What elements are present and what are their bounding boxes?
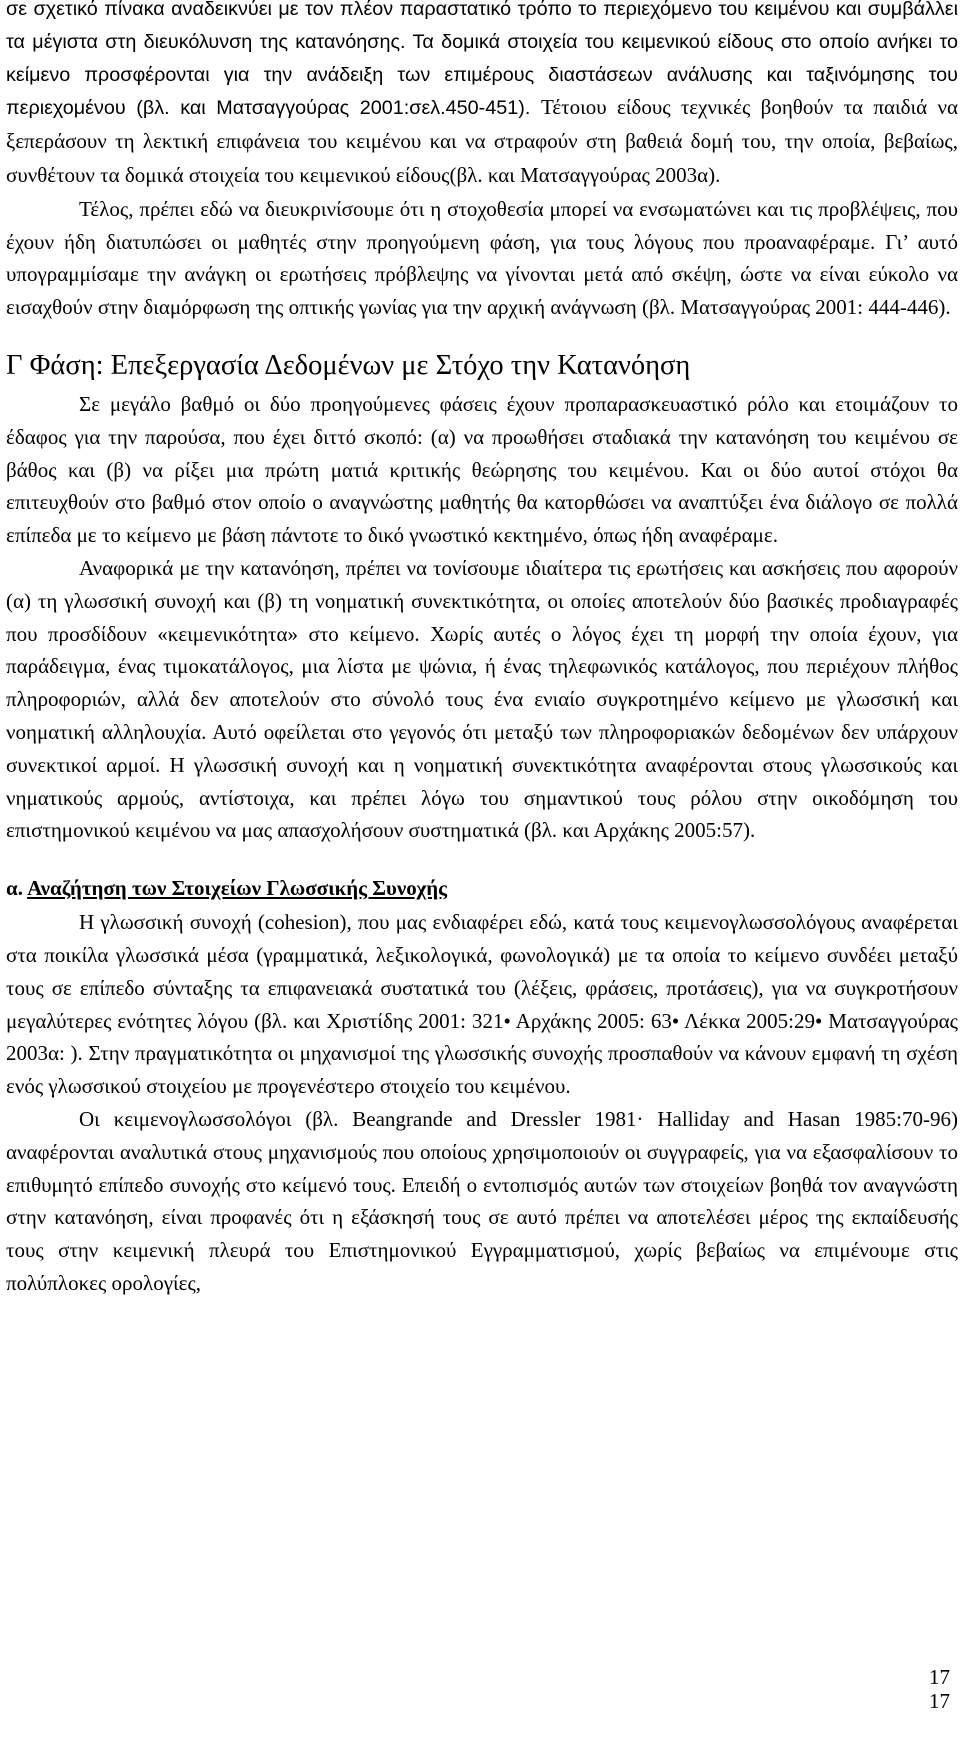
- paragraph-comprehension: Αναφορικά με την κατανόηση, πρέπει να τονίσουμε ιδιαίτερα τις ερωτήσεις και ασκήσεις που αφορούν (α) τη γλωσσική συνοχή και (β) τη νοηματική συνεκτικότητα, οι οποίες αποτελούν δύο βασικές προδιαγραφές που προσδίδουν «κειμενικότητα» στο κείμενο. Χωρίς αυτές ο λόγος έχει τη μορφή την οποία έχουν, για παράδειγμα, ένας τιμοκατάλογος, μια λίστα με ψώνια, ή ένας τηλεφωνικός κατάλογος, που περιέχουν πλήθος πληροφοριών, αλλά δεν αποτελούν στο σύνολό τους ένα ενιαίο συγκροτημένο κείμενο με γλωσσική και νοηματική αλληλουχία. Αυτό οφείλεται στο γεγονός ότι μεταξύ των πληροφοριακών δεδομένων δεν υπάρχουν συνεκτικοί αρμοί. Η γλωσσική συνοχή και η νοηματική συνεκτικότητα αναφέρονται στους γλωσσικούς και νηματικούς αρμούς, αντίστοιχα, και πρέπει λόγω του σημαντικού τους ρόλου στην οικοδόμηση του επιστημονικού κειμένου να μας απασχολήσουν συστηματικά (βλ. και Αρχάκης 2005:57).: [6, 555, 958, 843]
- section-heading-phase-c: Γ Φάση: Επεξεργασία Δεδομένων με Στόχο την Κατανόηση: [6, 349, 691, 381]
- subsection-heading-prefix: α.: [6, 876, 28, 901]
- subsection-heading-title: Αναζήτηση των Στοιχείων Γλωσσικής Συνοχής: [27, 876, 448, 901]
- paragraph-intro-continuation: Τέτοιου είδους τεχνικές βοηθούν τα παιδιά να ξεπεράσουν τη λεκτική επιφάνεια του κειμένου και να στραφούν στη βαθειά δομή του, την οποία, βεβαίως, συνθέτουν τα δομικά στοιχεία του κειμενικού είδους(βλ. και Ματσαγγούρας 2003α).: [6, 95, 958, 187]
- paragraph-intro-sans-text: σε σχετικό πίνακα αναδεικνύει με τον πλέον παραστατικό τρόπο το περιεχόμενο του κειμένου και συμβάλλει τα μέγιστα στη διευκόλυνση της κατανόησης. Τα δομικά στοιχεία του κειμενικού είδους στο οποίο ανήκει το κείμενο προσφέρονται για την ανάδειξη των επιμέρους διαστάσεων ανάλυσης και ταξινόμησης του περιεχομένου (βλ. και Ματσαγγούρας 2001:σελ.450-451).: [6, 0, 958, 120]
- page-number: [929, 1665, 950, 1713]
- page-number-line-2: 17: [929, 1689, 950, 1713]
- paragraph-intro: [6, 0, 958, 193]
- paragraph-cohesion-definition: Η γλωσσική συνοχή (cohesion), που μας ενδιαφέρει εδώ, κατά τους κειμενογλωσσολόγους αναφέρεται στα ποικίλα γλωσσικά μέσα (γραμματικά, λεξικολογικά, φωνολογικά) με τα οποία το κείμενο συνδέει μεταξύ τους σε επίπεδο σύνταξης τα επιφανειακά συστατικά του (λέξεις, φράσεις, προτάσεις), για να συγκροτήσουν μεγαλύτερες ενότητες λόγου (βλ. και Χριστίδης 2001: 321• Αρχάκης 2005: 63• Λέκκα 2005:29• Ματσαγγούρας 2003α: ). Στην πραγματικότητα οι μηχανισμοί της γλωσσικής συνοχής προσπαθούν να κάνουν εμφανή τη σχέση ενός γλωσσικού στοιχείου με προγενέστερο στοιχείο του κειμένου.: [6, 910, 958, 1099]
- subsection-heading-cohesion: [6, 870, 958, 906]
- paragraph-goal-setting: Τέλος, πρέπει εδώ να διευκρινίσουμε ότι η στοχοθεσία μπορεί να ενσωματώνει και τις προβλέψεις, που έχουν ήδη διατυπώσει οι μαθητές στην προηγούμενη φάση, για τους λόγους που προαναφέραμε. Γι’ αυτό υπογραμμίσαμε την ανάγκη οι ερωτήσεις πρόβλεψης να γίνονται μετά από σκέψη, ώστε να είναι εύκολο να εισαχθούν στην διαμόρφωση της οπτικής γωνίας για την αρχική ανάγνωση (βλ. Ματσαγγούρας 2001: 444-446).: [6, 196, 958, 320]
- page-number-line-1: 17: [929, 1665, 950, 1689]
- document-page: [6, 0, 958, 1300]
- paragraph-phase-c-intro: Σε μεγάλο βαθμό οι δύο προηγούμενες φάσεις έχουν προπαρασκευαστικό ρόλο και ετοιμάζουν το έδαφος για την παρούσα, που έχει διττό σκοπό: (α) να προωθήσει σταδιακά την κατανόηση του κειμένου σε βάθος και (β) να ρίξει μια πρώτη ματιά κριτικής θεώρησης του κειμένου. Και οι δύο αυτοί στόχοι θα επιτευχθούν στο βαθμό στον οποίο ο αναγνώστης μαθητής θα κατορθώσει να αναπτύξει ένα διάλογο σε πολλά επίπεδα με το κείμενο με βάση πάντοτε το δικό γνωστικό κεκτημένο, όπως ήδη αναφέραμε.: [6, 391, 958, 548]
- paragraph-text-linguists: Οι κειμενογλωσσολόγοι (βλ. Beangrande and Dressler 1981· Halliday and Hasan 1985:70-96) αναφέρονται αναλυτικά στους μηχανισμούς που οποίους χρησιμοποιούν οι συγγραφείς, για να εξασφαλίσουν το επιθυμητό επίπεδο συνοχής στο κείμενό τους. Επειδή ο εντοπισμός αυτών των στοιχείων βοηθά τον αναγνώστη στην κατανόηση, είναι προφανές ότι η εξάσκησή τους σε αυτό πρέπει να αποτελέσει μέρος της εκπαίδευσής τους στην κειμενική πλευρά του Επιστημονικού Εγγραμματισμού, χωρίς βεβαίως να επιμένουμε στις πολύπλοκες ορολογίες,: [6, 1106, 958, 1295]
